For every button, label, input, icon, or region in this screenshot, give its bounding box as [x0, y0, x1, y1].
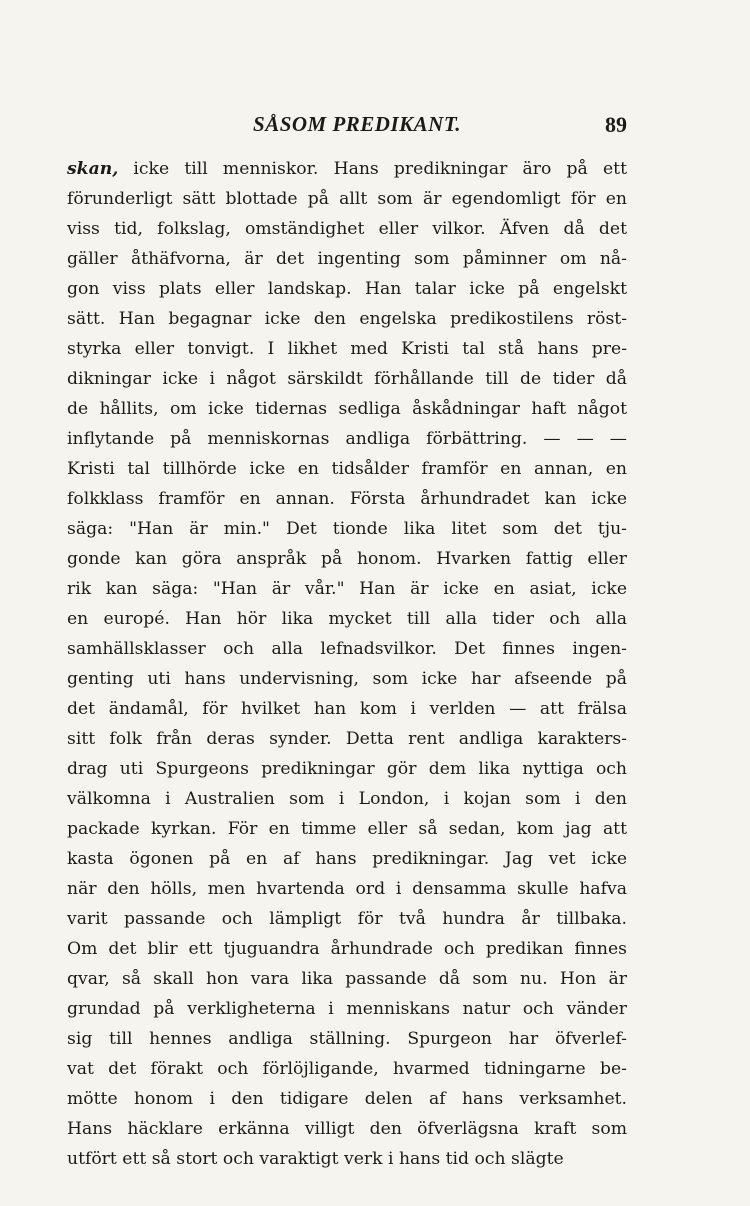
- text-line: Hans häcklare erkänna villigt den öfverlägsna kraft som: [67, 1119, 627, 1139]
- text-line: sätt. Han begagnar icke den engelska predikostilens röst-: [67, 309, 627, 329]
- text-line: det ändamål, för hvilket han kom i verlden — att frälsa: [67, 699, 627, 719]
- text-line: kasta ögonen på en af hans predikningar. Jag vet icke: [67, 849, 627, 869]
- text-line: dikningar icke i något särskildt förhållande till de tider då: [67, 369, 627, 389]
- text-line: samhällsklasser och alla lefnadsvilkor. Det finnes ingen-: [67, 639, 627, 659]
- text-line: qvar, så skall hon vara lika passande då som nu. Hon är: [67, 969, 627, 989]
- text-line: sig till hennes andliga ställning. Spurgeon har öfverlef-: [67, 1029, 627, 1049]
- text-line: välkomna i Australien som i London, i kojan som i den: [67, 789, 627, 809]
- text-line: [67, 154, 627, 184]
- text-line: drag uti Spurgeons predikningar gör dem lika nyttiga och: [67, 759, 627, 779]
- text-line: gonde kan göra anspråk på honom. Hvarken fattig eller: [67, 549, 627, 569]
- text-line: rik kan säga: "Han är vår." Han är icke en asiat, icke: [67, 579, 627, 599]
- text-line: Kristi tal tillhörde icke en tidsålder framför en annan, en: [67, 459, 627, 479]
- text-line: packade kyrkan. För en timme eller så sedan, kom jag att: [67, 819, 627, 839]
- body-text: [67, 154, 627, 1174]
- text-line: gäller åthäfvorna, är det ingenting som påminner om nå-: [67, 249, 627, 269]
- page-number: 89: [605, 112, 627, 137]
- text-line: gon viss plats eller landskap. Han talar icke på engelskt: [67, 279, 627, 299]
- text-line: grundad på verkligheterna i menniskans natur och vänder: [67, 999, 627, 1019]
- text-line: en europé. Han hör lika mycket till alla tider och alla: [67, 609, 627, 629]
- running-head: [67, 112, 627, 142]
- text-line: styrka eller tonvigt. I likhet med Kristi tal stå hans pre-: [67, 339, 627, 359]
- text-line: Om det blir ett tjuguandra århundrade och predikan finnes: [67, 939, 627, 959]
- text-line: utfört ett så stort och varaktigt verk i hans tid och slägte: [67, 1149, 564, 1169]
- text-line: mötte honom i den tidigare delen af hans verksamhet.: [67, 1089, 627, 1109]
- text-line: sitt folk från deras synder. Detta rent andliga karakters-: [67, 729, 627, 749]
- text-line: förunderligt sätt blottade på allt som är egendomligt för en: [67, 189, 627, 209]
- text-line: vat det förakt och förlöjligande, hvarmed tidningarne be-: [67, 1059, 627, 1079]
- text-line: inflytande på menniskornas andliga förbättring. — — —: [67, 429, 627, 449]
- text-line: genting uti hans undervisning, som icke har afseende på: [67, 669, 627, 689]
- text-line: varit passande och lämpligt för två hundra år tillbaka.: [67, 909, 627, 929]
- first-line-rest: icke till menniskor. Hans predikningar äro på ett: [118, 159, 627, 179]
- text-line: säga: "Han är min." Det tionde lika litet som det tju-: [67, 519, 627, 539]
- running-title: SÅSOM PREDIKANT.: [253, 112, 461, 136]
- lead-word: skan,: [67, 159, 119, 179]
- text-line: de hållits, om icke tidernas sedliga åskådningar haft något: [67, 399, 627, 419]
- text-line: viss tid, folkslag, omständighet eller vilkor. Äfven då det: [67, 219, 627, 239]
- text-line: när den hölls, men hvartenda ord i densamma skulle hafva: [67, 879, 627, 899]
- text-line: folkklass framför en annan. Första århundradet kan icke: [67, 489, 627, 509]
